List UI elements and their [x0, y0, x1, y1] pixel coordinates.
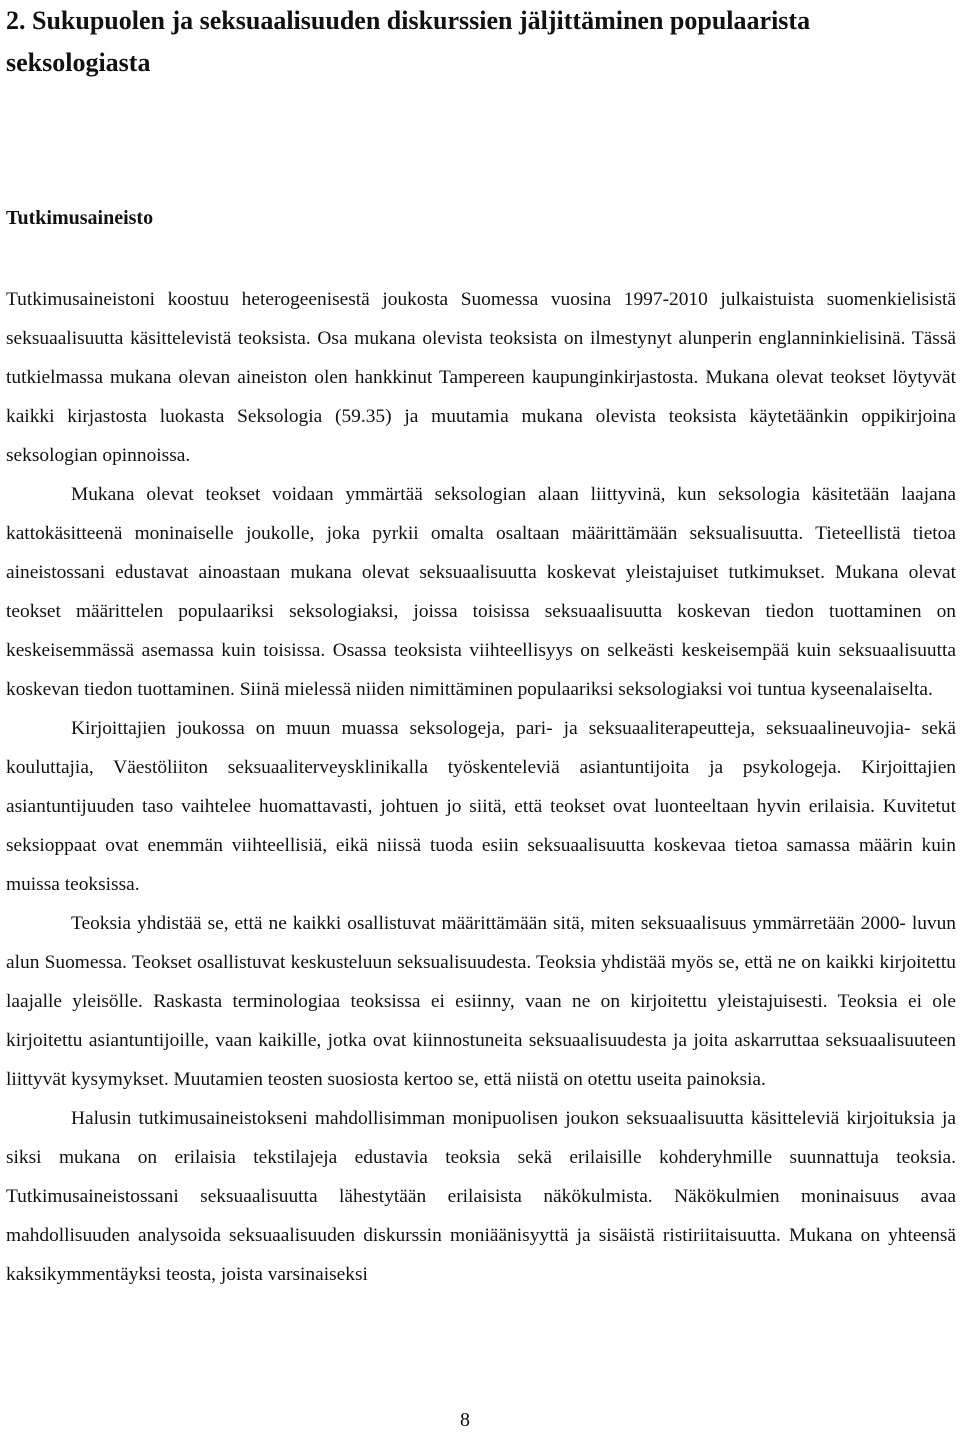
paragraph-5: Halusin tutkimusaineistokseni mahdollisimman monipuolisen joukon seksuaalisuutta käsitteleviä kirjoituksia ja siksi mukana on erilaisia tekstilajeja edustavia teoksia sekä erilaisille kohderyhmille suunnattuja teoksia. Tutkimusaineistossani seksuaalisuutta lähestytään erilaisista näkökulmista. Näkökulmien moninaisuus avaa mahdollisuuden analysoida seksuaalisuuden diskurssin moniäänisyyttä ja sisäistä ristiriitaisuutta. Mukana on yhteensä kaksikymmentäyksi teosta, joista varsinaiseksi — [6, 1108, 956, 1285]
chapter-title: 2. Sukupuolen ja seksuaalisuuden diskurssien jäljittäminen populaarista seksologiasta — [6, 6, 811, 77]
paragraph-2: Mukana olevat teokset voidaan ymmärtää seksologian alaan liittyvinä, kun seksologia käsitetään laajana kattokäsitteenä moninaiselle joukolle, joka pyrkii omalta osaltaan määrittämään seksualisuutta. Tieteellistä tietoa aineistossani edustavat ainoastaan mukana olevat seksuaalisuutta koskevat yleistajuiset tutkimukset. Mukana olevat teokset määrittelen populaariksi seksologiaksi, joissa toisissa seksuaalisuutta koskevan tiedon tuottaminen on keskeisemmässä asemassa kuin toisissa. Osassa teoksista viihteellisyys on selkeästi keskeisempää kuin seksuaalisuutta koskevan tiedon tuottaminen. Siinä mielessä niiden nimittäminen populaariksi seksologiaksi voi tuntua kyseenalaiselta. — [6, 484, 956, 700]
body-text — [6, 280, 956, 1294]
paragraph-1: Tutkimusaineistoni koostuu heterogeenisestä joukosta Suomessa vuosina 1997-2010 julkaistuista suomenkielisistä seksuaalisuutta käsittelevistä teoksista. Osa mukana olevista teoksista on ilmestynyt alunperin englanninkielisinä. Tässä tutkielmassa mukana olevan aineiston olen hankkinut Tampereen kaupunginkirjastosta. Mukana olevat teokset löytyvät kaikki kirjastosta luokasta Seksologia (59.35) ja muutamia mukana olevista teoksista käytetäänkin oppikirjoina seksologian opinnoissa. — [6, 289, 956, 466]
paragraph-3: Kirjoittajien joukossa on muun muassa seksologeja, pari- ja seksuaaliterapeutteja, seksuaalineuvojia- sekä kouluttajia, Väestöliiton seksuaaliterveysklinikalla työskenteleviä asiantuntijoita ja psykologeja. Kirjoittajien asiantuntijuuden taso vaihtelee huomattavasti, johtuen jo siitä, että teokset ovat luonteeltaan hyvin erilaisia. Kuvitetut seksioppaat ovat enemmän viihteellisiä, eikä niissä tuoda esiin seksuaalisuutta koskevaa tietoa samassa määrin kuin muissa teoksissa. — [6, 718, 956, 895]
page-number: 8 — [460, 1409, 470, 1431]
section-title: Tutkimusaineisto — [6, 207, 154, 229]
paragraph-4: Teoksia yhdistää se, että ne kaikki osallistuvat määrittämään sitä, miten seksuaalisuus ymmärretään 2000- luvun alun Suomessa. Teokset osallistuvat keskusteluun seksualisuudesta. Teoksia yhdistää myös se, että ne on kaikki kirjoitettu laajalle yleisölle. Raskasta terminologiaa teoksissa ei esiinny, vaan ne on kirjoitettu yleistajuisesti. Teoksia ei ole kirjoitettu asiantuntijoille, vaan kaikille, jotka ovat kiinnostuneita seksuaalisuudesta ja joita askarruttaa seksuaalisuuteen liittyvät kysymykset. Muutamien teosten suosiosta kertoo se, että niistä on otettu useita painoksia. — [6, 913, 956, 1090]
